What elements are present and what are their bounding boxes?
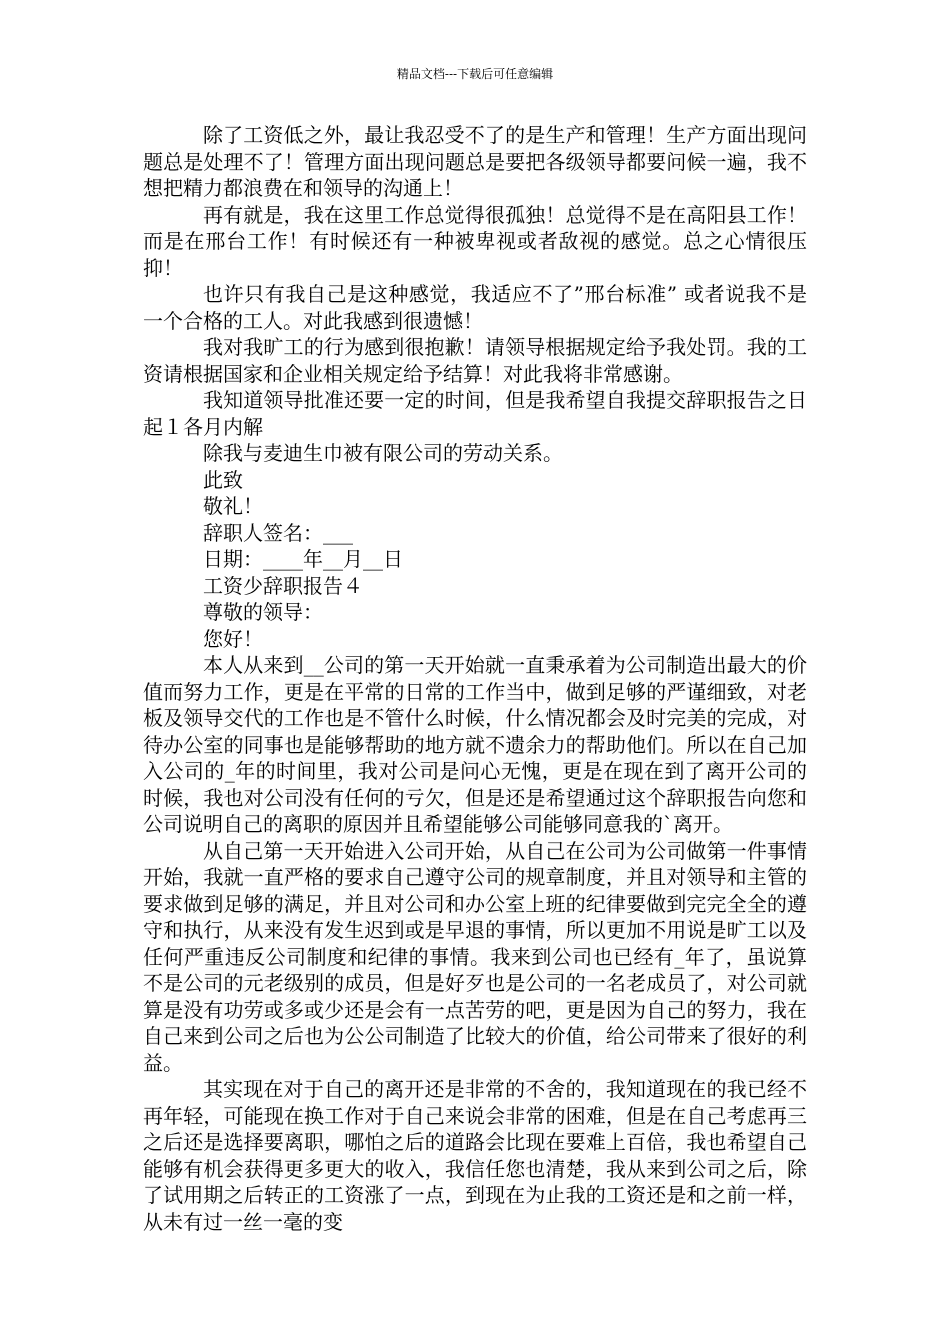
document-body [143, 122, 807, 1235]
closing-regards: 敬礼！ [203, 494, 263, 518]
closing-salutation: 此致 [203, 467, 243, 492]
date-line: 日期：____年__月__日 [203, 547, 403, 571]
paragraph-body-2: 从自己第一天开始进入公司开始，从自己在公司为公司做第一件事情开始，我就一直严格的要求自己遵守公司的规章制度，并且对领导和主管的要求做到足够的满足，并且对公司和办公室上班的纪律要做到完完全全的遵守和执行，从来没有发生迟到或是早退的事情，所以更加不用说是旷工以及任何严重违反公司制度和纪律的事情。我来到公司也已经有_年了，虽说算不是公司的元老级别的成员，但是好歹也是公司的一名老成员了，对公司就算是没有功劳或多或少还是会有一点苦劳的吧，更是因为自己的努力，我在自己来到公司之后也为公公司制造了比较大的价值，给公司带来了很好的利益。 [143, 838, 807, 1075]
section-title: 工资少辞职报告４ [203, 573, 363, 598]
paragraph-5: 我知道领导批准还要一定的时间，但是我希望自我提交辞职报告之日起１各月内解 [143, 388, 807, 439]
page-header: 精品文档---下载后可任意编辑 [396, 67, 554, 81]
paragraph-body-3: 其实现在对于自己的离开还是非常的不舍的，我知道现在的我已经不再年轻，可能现在换工作对于自己来说会非常的困难，但是在自己考虑再三之后还是选择要离职，哪怕之后的道路会比现在要难上百倍，我也希望自己能够有机会获得更多更大的收入，我信任您也清楚，我从来到公司之后，除了试用期之后转正的工资涨了一点，到现在为止我的工资还是和之前一样，从未有过一丝一毫的变 [143, 1077, 807, 1234]
greeting-hello: 您好！ [203, 626, 263, 651]
paragraph-1: 除了工资低之外，最让我忍受不了的是生产和管理！生产方面出现问题总是处理不了！管理方面出现问题总是要把各级领导都要问候一遍，我不想把精力都浪费在和领导的沟通上！ [143, 123, 807, 200]
paragraph-body-1: 本人从来到__公司的第一天开始就一直秉承着为公司制造出最大的价值而努力工作，更是在平常的日常的工作当中，做到足够的严谨细致，对老板及领导交代的工作也是不管什么时候，什么情况都会及时完美的完成，对待办公室的同事也是能够帮助的地方就不遗余力的帮助他们。所以在自己加入公司的_年的时间里，我对公司是问心无愧，更是在现在到了离开公司的时候，我也对公司没有任何的亏欠，但是还是希望通过这个辞职报告向您和公司说明自己的离职的原因并且希望能够公司能够同意我的`离开。 [143, 653, 807, 836]
paragraph-4: 我对我旷工的行为感到很抱歉！请领导根据规定给予我处罚。我的工资请根据国家和企业相关规定给予结算！对此我将非常感谢。 [143, 335, 807, 386]
paragraph-3: 也许只有我自己是这种感觉，我适应不了”邢台标准” 或者说我不是一个合格的工人。对此我感到很遗憾！ [143, 282, 807, 333]
signature-line: 辞职人签名：___ [203, 520, 353, 545]
greeting-line: 尊敬的领导： [203, 600, 323, 624]
paragraph-6: 除我与麦迪生巾被有限公司的劳动关系。 [203, 441, 563, 465]
paragraph-2: 再有就是，我在这里工作总觉得很孤独！总觉得不是在高阳县工作！而是在邢台工作！有时候还有一种被卑视或者敌视的感觉。总之心情很压抑！ [143, 202, 807, 280]
